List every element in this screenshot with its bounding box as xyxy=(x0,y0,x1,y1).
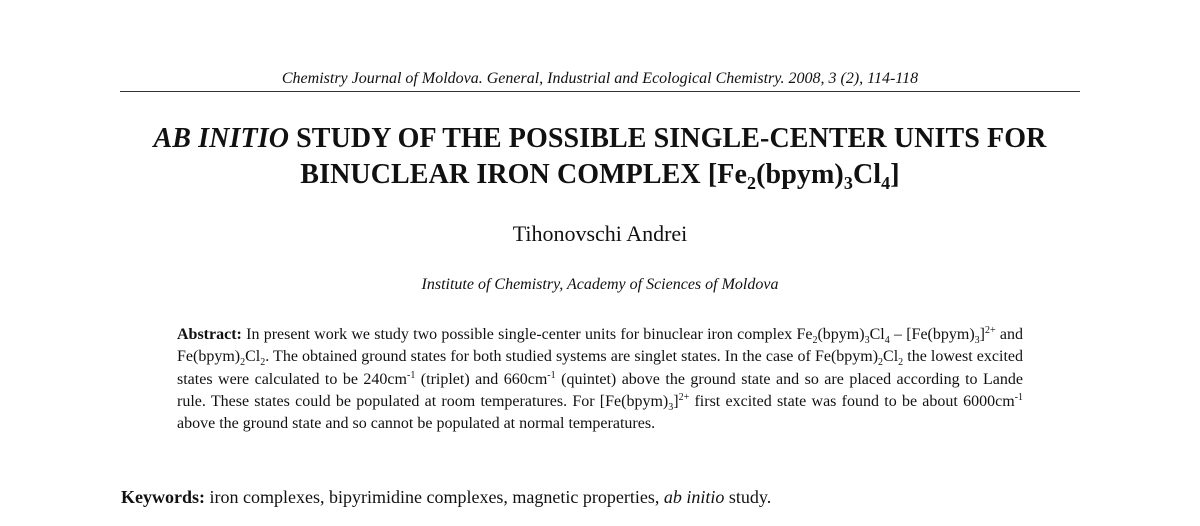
abstract-sub: 2 xyxy=(878,357,884,369)
abstract-sup: 2+ xyxy=(984,325,996,336)
abstract-text: – [Fe(bpym) xyxy=(889,326,975,343)
title-sub: 3 xyxy=(843,173,853,193)
abstract-sup: -1 xyxy=(1014,391,1024,403)
abstract-text: ] xyxy=(979,326,985,343)
keywords-label: Keywords: xyxy=(121,487,205,507)
keywords-italic: ab initio xyxy=(663,487,725,507)
title-line2-end: ] xyxy=(890,159,900,190)
journal-header: Chemistry Journal of Moldova. General, Industrial and Ecological Chemistry. 2008, 3 (2), 114-118 xyxy=(281,70,919,87)
author-name: Tihonovschi Andrei xyxy=(512,221,688,246)
abstract-sub: 2 xyxy=(240,357,246,369)
title-line-1 xyxy=(60,121,1140,157)
paper-title xyxy=(60,121,1140,193)
abstract-sub: 3 xyxy=(668,401,674,413)
abstract-sub: 3 xyxy=(864,335,870,346)
abstract-sub: 2 xyxy=(260,357,266,369)
abstract-sub: 3 xyxy=(974,335,980,346)
abstract-text: and Fe(bpym) xyxy=(177,326,1023,366)
abstract-sup: -1 xyxy=(547,369,556,381)
affiliation: Institute of Chemistry, Academy of Sciences of Moldova xyxy=(421,276,779,293)
abstract-text: (bpym) xyxy=(817,326,865,343)
abstract-sub: 2 xyxy=(898,357,904,369)
abstract-text: Cl xyxy=(883,348,899,366)
abstract-label: Abstract: xyxy=(177,326,242,343)
abstract-sub: 2 xyxy=(812,335,818,346)
abstract-text: (quintet) above the ground state and so are placed according to Lande rule. These states could be populated at room temperatures. For [Fe(bpym) xyxy=(177,370,1024,410)
abstract-text: Cl xyxy=(869,326,885,343)
abstract-text: first excited state was found to be about 6000cm xyxy=(689,392,1015,410)
abstract-text: Cl xyxy=(245,348,261,366)
title-line2-prefix: BINUCLEAR IRON COMPLEX [Fe xyxy=(300,159,748,190)
title-sub: 4 xyxy=(881,173,891,193)
abstract-text: . The obtained ground states for both studied systems are singlet states. In the case of Fe(bpym) xyxy=(265,348,879,366)
title-line-2 xyxy=(60,157,1140,193)
abstract-text: above the ground state and so cannot be populated at normal temperatures. xyxy=(177,415,656,433)
abstract-sup: -1 xyxy=(406,369,416,381)
abstract-text: (triplet) and 660cm xyxy=(415,370,548,388)
title-line2-text: Cl xyxy=(852,159,882,190)
abstract-text: ] xyxy=(673,392,679,410)
abstract-text: In present work we study two possible single-center units for binuclear iron complex Fe xyxy=(241,326,813,343)
abstract-text: the lowest excited states were calculated to be 240cm xyxy=(177,348,1024,388)
title-line1-text: STUDY OF THE POSSIBLE SINGLE-CENTER UNITS FOR xyxy=(289,123,1047,154)
keywords-end: study. xyxy=(724,487,772,507)
abstract-sup: 2+ xyxy=(678,391,690,403)
title-italic: AB INITIO xyxy=(153,123,290,154)
title-sub: 2 xyxy=(747,173,757,193)
abstract xyxy=(177,324,1023,435)
header-rule xyxy=(120,91,1080,92)
title-line2-text: (bpym) xyxy=(756,159,844,190)
keywords xyxy=(121,486,1081,508)
abstract-sub: 4 xyxy=(884,335,890,346)
keywords-text: iron complexes, bipyrimidine complexes, magnetic properties, xyxy=(205,487,664,507)
